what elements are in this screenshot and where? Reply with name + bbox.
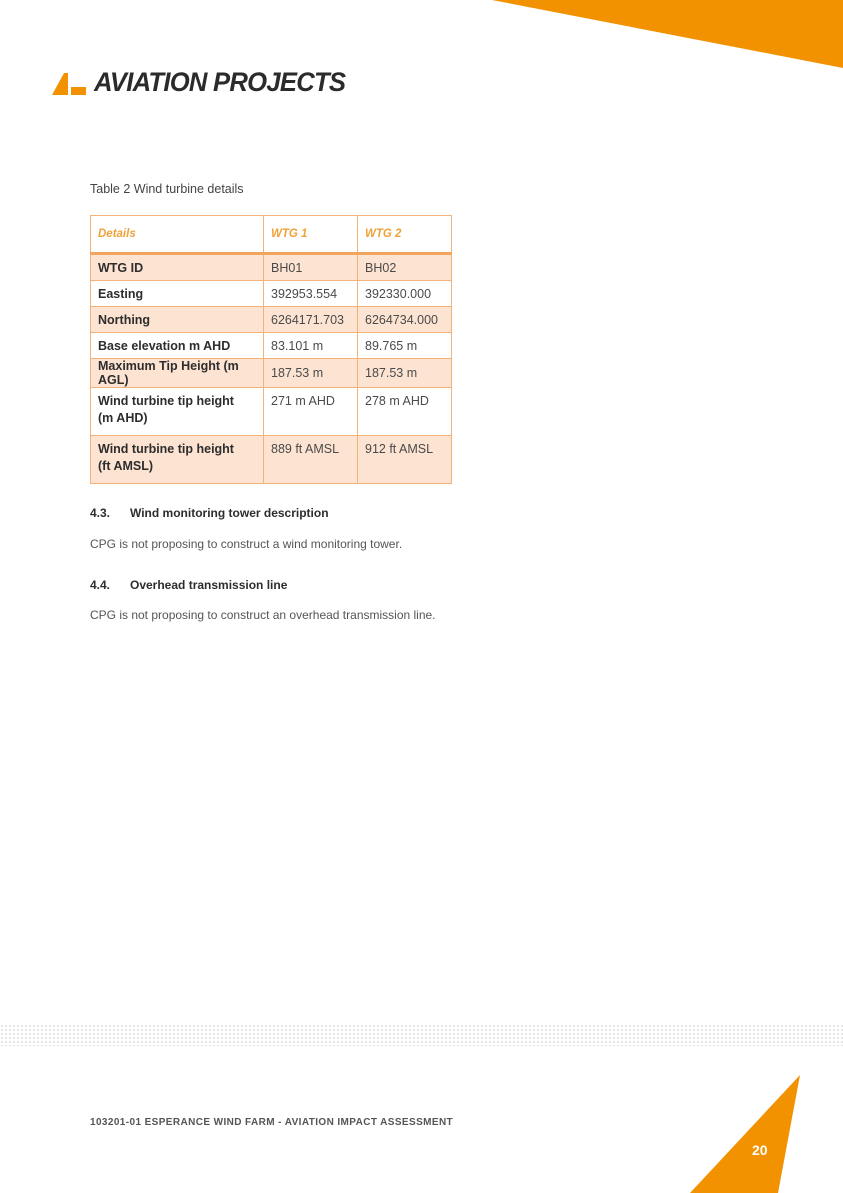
wtg2-value: 187.53 m (358, 359, 452, 388)
brand-name: AVIATION PROJECTS (94, 66, 346, 97)
section-heading-transmission-line (90, 578, 287, 592)
wtg1-value: 83.101 m (264, 333, 358, 359)
row-label: Base elevation m AHD (91, 333, 264, 359)
table-caption: Table 2 Wind turbine details (90, 182, 244, 196)
section-title: Overhead transmission line (130, 578, 288, 592)
section-title: Wind monitoring tower description (130, 506, 329, 520)
row-label-line1: Wind turbine tip height (98, 442, 234, 456)
wind-turbine-details-table (90, 215, 452, 484)
row-label: Maximum Tip Height (m AGL) (91, 359, 264, 388)
section-body: CPG is not proposing to construct an overhead transmission line. (90, 608, 436, 622)
footer-document-title: 103201-01 ESPERANCE WIND FARM - AVIATION IMPACT ASSESSMENT (90, 1117, 454, 1128)
row-label (91, 388, 264, 436)
wtg2-value: BH02 (358, 254, 452, 281)
table-row (91, 436, 452, 484)
brand-logo (52, 66, 358, 98)
row-label-line1: Wind turbine tip height (98, 394, 234, 408)
header-details: Details (91, 216, 264, 254)
table-row (91, 388, 452, 436)
table-row (91, 281, 452, 307)
wtg1-value: 6264171.703 (264, 307, 358, 333)
page-number: 20 (752, 1142, 768, 1158)
wtg1-value: 271 m AHD (264, 388, 358, 436)
row-label: WTG ID (91, 254, 264, 281)
wtg2-value: 6264734.000 (358, 307, 452, 333)
wtg2-value: 278 m AHD (358, 388, 452, 436)
footer-orange-triangle (690, 1075, 800, 1193)
row-label: Easting (91, 281, 264, 307)
wtg2-value: 912 ft AMSL (358, 436, 452, 484)
table-row (91, 359, 452, 388)
table-row (91, 307, 452, 333)
dotted-divider (0, 1024, 843, 1046)
wtg1-value: 187.53 m (264, 359, 358, 388)
section-body: CPG is not proposing to construct a wind monitoring tower. (90, 537, 403, 551)
header-wtg1: WTG 1 (264, 216, 358, 254)
wtg1-value: 889 ft AMSL (264, 436, 358, 484)
header-wtg2: WTG 2 (358, 216, 452, 254)
table-row (91, 254, 452, 281)
wtg2-value: 392330.000 (358, 281, 452, 307)
section-number: 4.3. (90, 506, 111, 520)
row-label-line2: (ft AMSL) (98, 459, 154, 473)
row-label-line2: (m AHD) (98, 411, 148, 425)
logo-mark-icon (52, 69, 88, 95)
section-number: 4.4. (90, 578, 111, 592)
table-row (91, 333, 452, 359)
table-header-row (91, 216, 452, 254)
wtg1-value: BH01 (264, 254, 358, 281)
wtg2-value: 89.765 m (358, 333, 452, 359)
row-label (91, 436, 264, 484)
row-label: Northing (91, 307, 264, 333)
wtg1-value: 392953.554 (264, 281, 358, 307)
section-heading-wind-monitoring (90, 506, 329, 520)
